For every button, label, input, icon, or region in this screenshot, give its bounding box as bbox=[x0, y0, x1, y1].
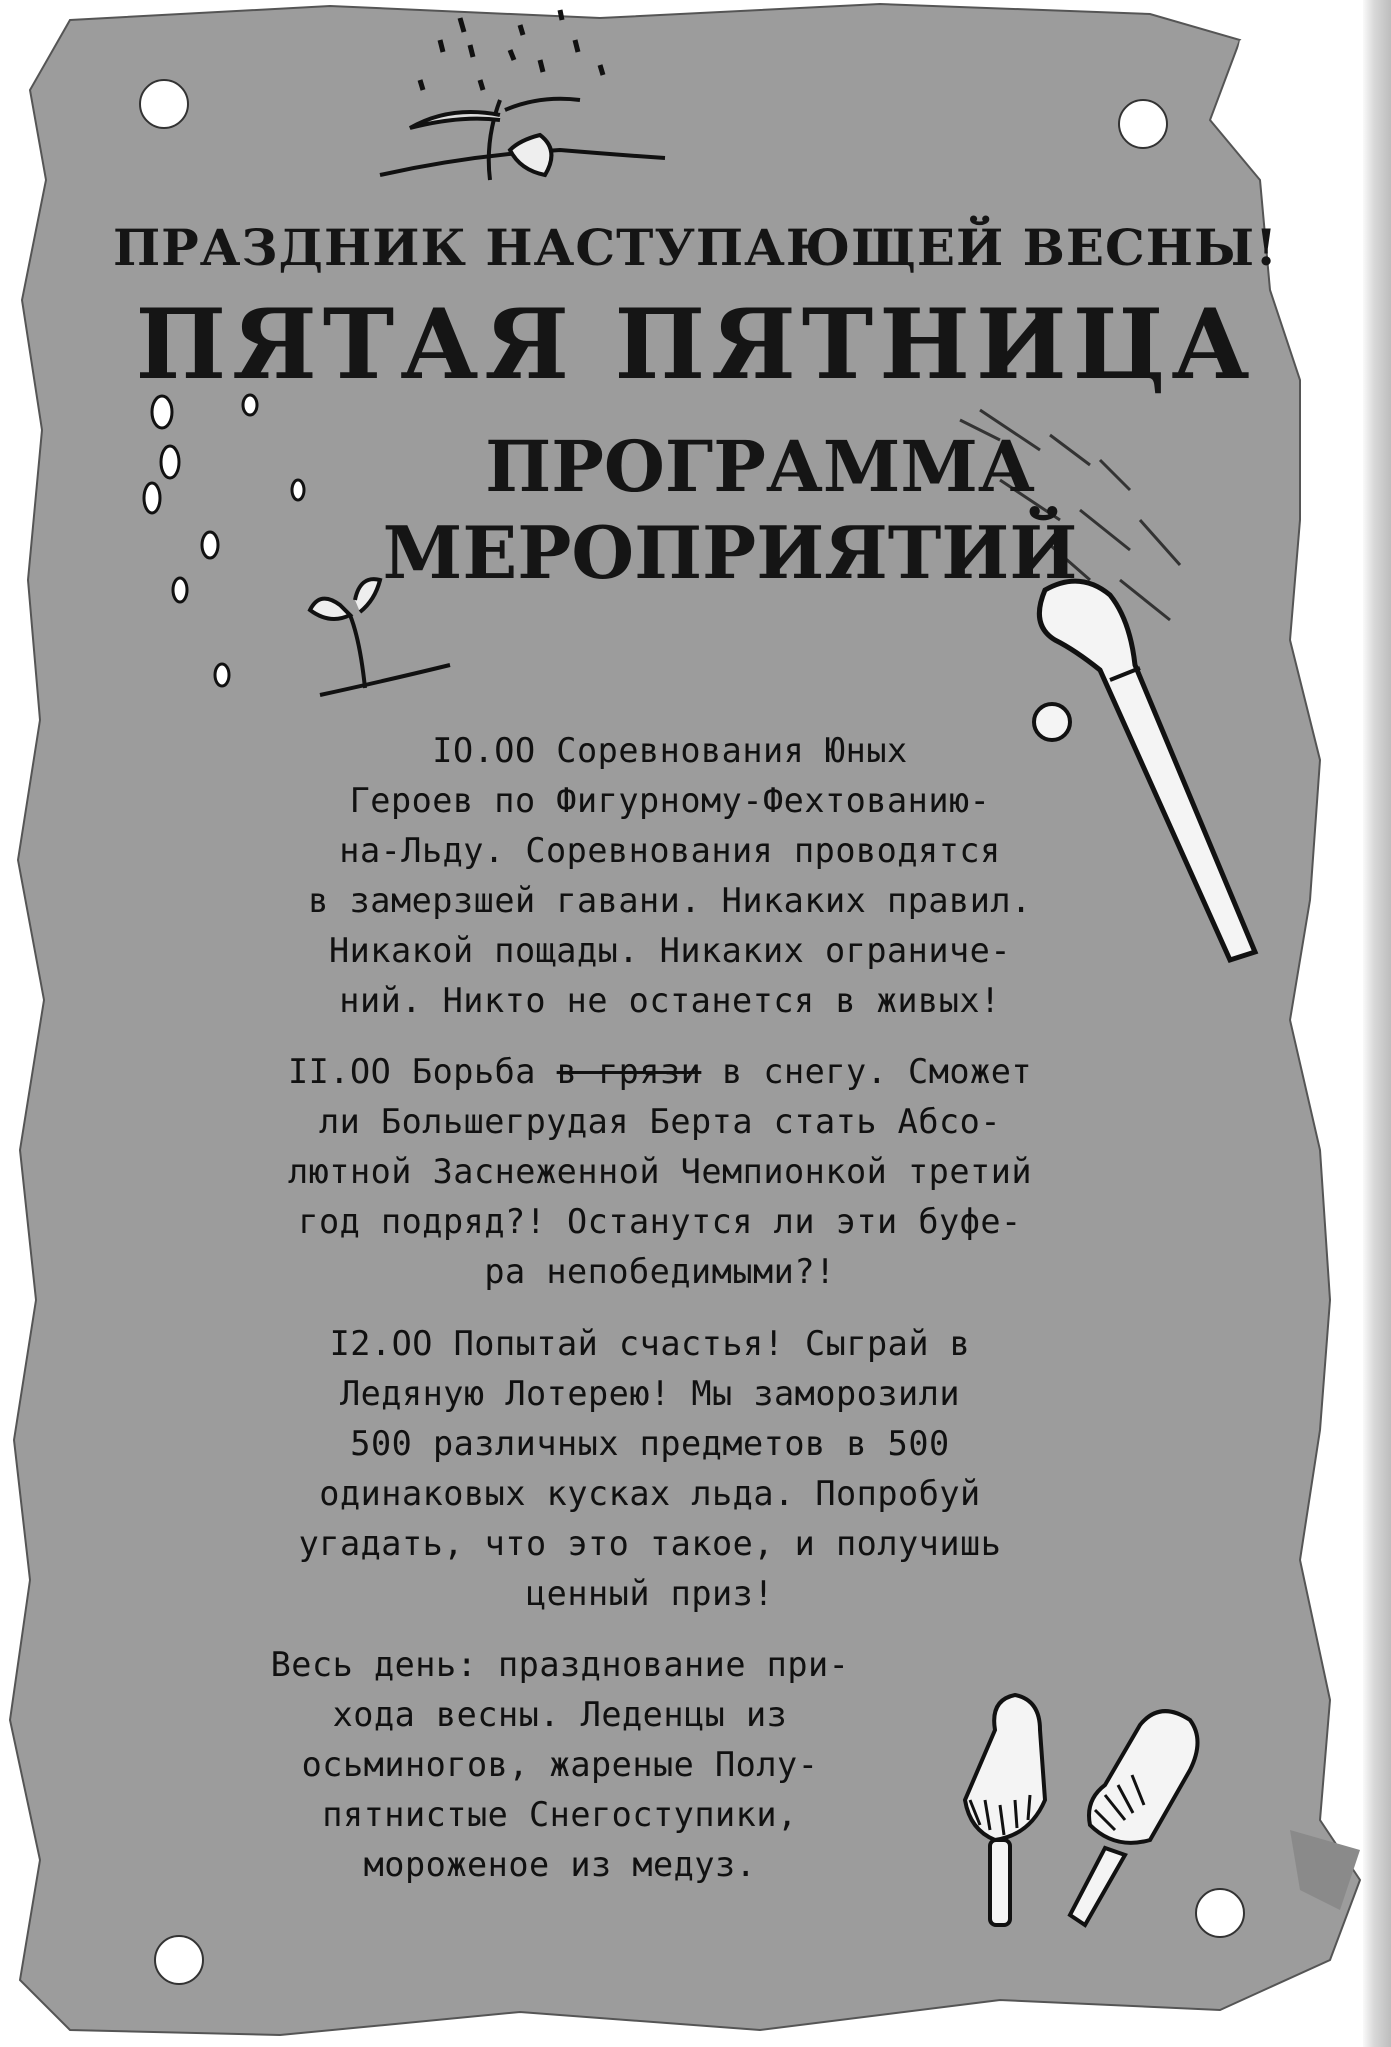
event-11-00 bbox=[130, 1047, 1190, 1297]
event-line: Ледяную Лотерею! Мы заморозили bbox=[339, 1374, 961, 1413]
poster-tagline: ПРАЗДНИК НАСТУПАЮЩЕЙ ВЕСНЫ! bbox=[112, 218, 1279, 277]
event-line: пятнистые Снегоступики, bbox=[322, 1795, 798, 1834]
event-line: на-Льду. Соревнования проводятся bbox=[339, 831, 1001, 870]
event-time-text: II.OO Борьба bbox=[287, 1052, 557, 1091]
event-line: ценный приз! bbox=[525, 1574, 775, 1613]
program-heading-line2: МЕРОПРИЯТИЙ bbox=[382, 510, 1078, 595]
pin-hole-icon bbox=[1196, 1889, 1244, 1937]
program-heading-line1: ПРОГРАММА bbox=[485, 425, 1035, 508]
event-all-day bbox=[150, 1640, 970, 1890]
event-line: IO.OO Соревнования Юных bbox=[432, 731, 908, 770]
event-line: одинаковых кусках льда. Попробуй bbox=[319, 1474, 981, 1513]
event-line: ний. Никто не останется в живых! bbox=[339, 981, 1001, 1020]
event-line: Весь день: празднование при- bbox=[270, 1645, 850, 1684]
event-line: 500 различных предметов в 500 bbox=[350, 1424, 950, 1463]
event-line: Героев по Фигурному-Фехтованию- bbox=[349, 781, 991, 820]
event-10-00 bbox=[150, 726, 1190, 1026]
event-line: Никакой пощады. Никаких ограниче- bbox=[328, 931, 1012, 970]
event-line: хода весны. Леденцы из bbox=[332, 1695, 788, 1734]
pin-hole-icon bbox=[155, 1936, 203, 1984]
event-line: I2.OO Попытай счастья! Сыграй в bbox=[329, 1324, 971, 1363]
event-line-rest: в снегу. Сможет bbox=[701, 1052, 1033, 1091]
struck-text: в грязи bbox=[556, 1052, 702, 1091]
event-line: год подряд?! Останутся ли эти буфе- bbox=[298, 1202, 1022, 1241]
event-line: в замерзшей гавани. Никаких правил. bbox=[308, 881, 1032, 920]
poster-title: ПЯТАЯ ПЯТНИЦА bbox=[135, 288, 1256, 401]
event-line: мороженое из медуз. bbox=[363, 1845, 757, 1884]
event-12-00 bbox=[170, 1319, 1130, 1619]
event-line: угадать, что это такое, и получишь bbox=[298, 1524, 1002, 1563]
event-line: лютной Заснеженной Чемпионкой третий bbox=[287, 1152, 1033, 1191]
pin-hole-icon bbox=[140, 80, 188, 128]
pin-hole-icon bbox=[1119, 100, 1167, 148]
event-line bbox=[130, 1047, 1190, 1097]
event-line: ра непобедимыми?! bbox=[484, 1252, 836, 1291]
event-line: ли Большегрудая Берта стать Абсо- bbox=[318, 1102, 1002, 1141]
event-line: осьминогов, жареные Полу- bbox=[301, 1745, 819, 1784]
